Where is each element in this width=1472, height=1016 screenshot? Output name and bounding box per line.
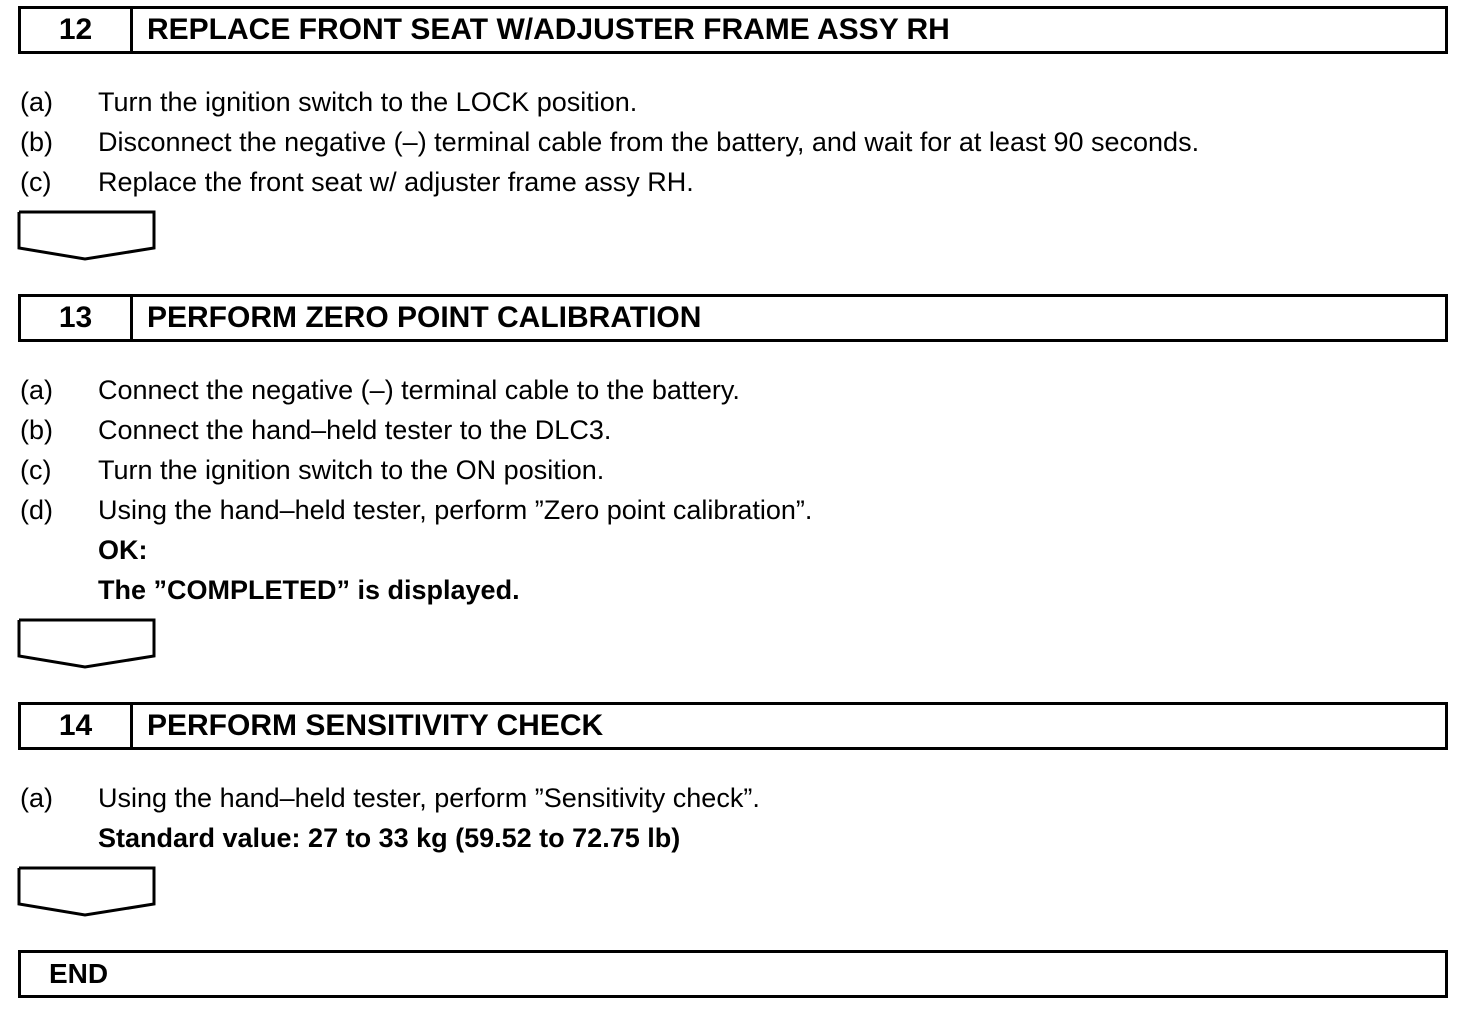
list-item xyxy=(20,370,740,410)
item-text: Using the hand–held tester, perform ”Sensitivity check”. xyxy=(98,783,760,813)
step-title: PERFORM SENSITIVITY CHECK xyxy=(147,709,604,742)
item-letter: (a) xyxy=(20,375,53,405)
item-letter: (a) xyxy=(20,87,53,117)
step-13-header xyxy=(18,294,1448,342)
item-text: Replace the front seat w/ adjuster frame assy RH. xyxy=(98,167,694,197)
item-text: Using the hand–held tester, perform ”Zero point calibration”. xyxy=(98,495,813,525)
list-item xyxy=(20,778,760,818)
list-item xyxy=(20,82,637,122)
next-step-arrow-icon xyxy=(17,210,157,262)
item-letter: (b) xyxy=(20,415,53,445)
list-item xyxy=(20,122,1199,162)
next-step-arrow-icon xyxy=(17,618,157,670)
end-label: END xyxy=(49,958,109,989)
item-text: Turn the ignition switch to the LOCK position. xyxy=(98,87,638,117)
step-title: REPLACE FRONT SEAT W/ADJUSTER FRAME ASSY RH xyxy=(147,13,950,46)
list-item xyxy=(20,490,812,530)
end-box xyxy=(18,950,1448,998)
item-text: Connect the negative (–) terminal cable to the battery. xyxy=(98,375,740,405)
item-text: Turn the ignition switch to the ON position. xyxy=(98,455,605,485)
step-number: 13 xyxy=(21,297,133,339)
ok-label: OK: xyxy=(98,535,148,565)
list-item xyxy=(20,162,694,202)
standard-value: Standard value: 27 to 33 kg (59.52 to 72.75 lb) xyxy=(98,823,681,853)
next-step-arrow-icon xyxy=(17,866,157,918)
item-letter: (a) xyxy=(20,783,53,813)
item-letter: (c) xyxy=(20,167,52,197)
item-letter: (b) xyxy=(20,127,53,157)
item-text: Disconnect the negative (–) terminal cable from the battery, and wait for at least 90 seconds. xyxy=(98,127,1200,157)
step-14-header xyxy=(18,702,1448,750)
step-number: 12 xyxy=(21,9,133,51)
list-item xyxy=(20,410,611,450)
step-number: 14 xyxy=(21,705,133,747)
ok-condition: The ”COMPLETED” is displayed. xyxy=(98,575,520,605)
item-letter: (d) xyxy=(20,495,53,525)
step-title: PERFORM ZERO POINT CALIBRATION xyxy=(147,301,702,334)
list-item xyxy=(20,450,604,490)
item-letter: (c) xyxy=(20,455,52,485)
item-text: Connect the hand–held tester to the DLC3. xyxy=(98,415,612,445)
step-12-header xyxy=(18,6,1448,54)
